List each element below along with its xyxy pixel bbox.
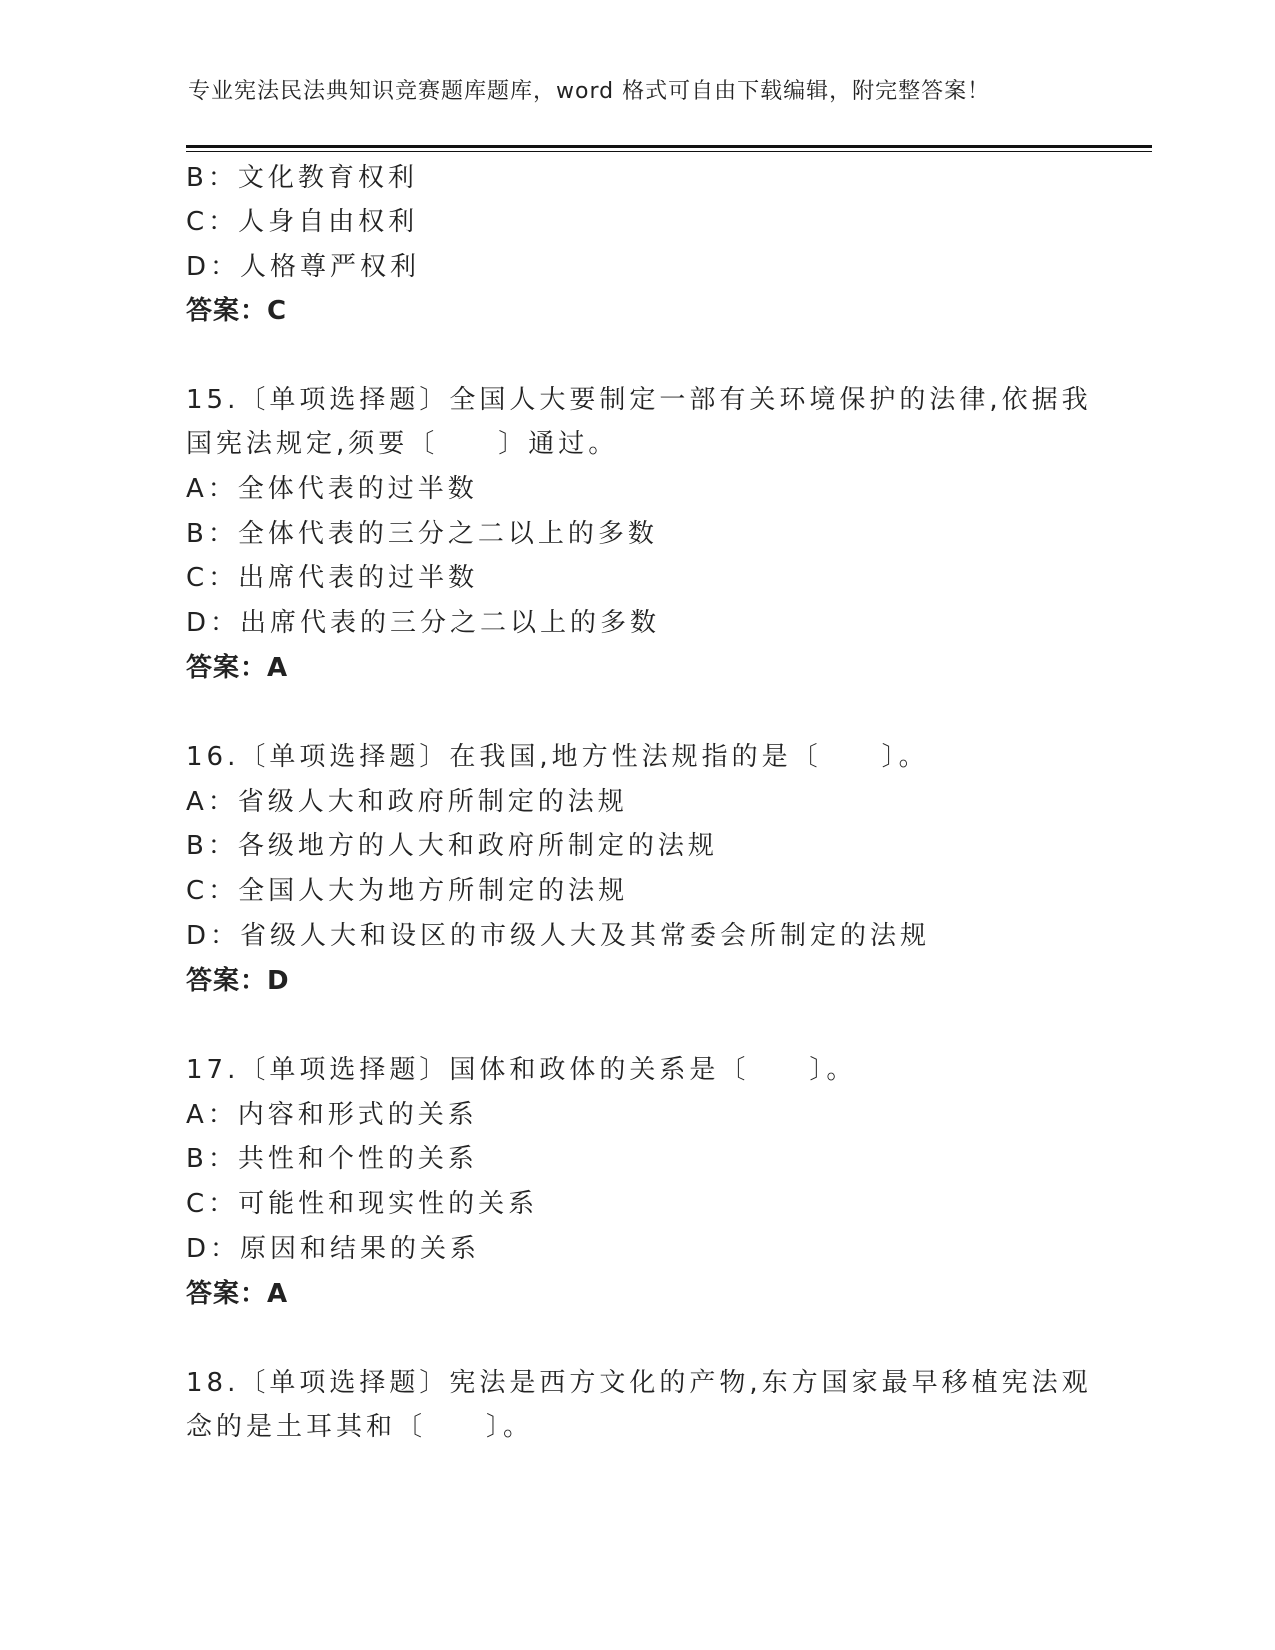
q15-option-b: B：全体代表的三分之二以上的多数 [186, 519, 658, 549]
q17-option-a: A：内容和形式的关系 [186, 1100, 478, 1130]
q16-option-b: B：各级地方的人大和政府所制定的法规 [186, 831, 718, 861]
prev-option-c: C：人身自由权利 [186, 207, 419, 237]
header-divider-thick [186, 145, 1152, 148]
q15-option-d: D：出席代表的三分之二以上的多数 [186, 608, 661, 638]
q18-stem-line1: 18.〔单项选择题〕宪法是西方文化的产物,东方国家最早移植宪法观 [186, 1368, 1092, 1398]
q17-stem-line1: 17.〔单项选择题〕国体和政体的关系是〔 〕。 [186, 1055, 857, 1085]
q17-answer: 答案：A [186, 1279, 289, 1309]
q15-stem-line1: 15.〔单项选择题〕全国人大要制定一部有关环境保护的法律,依据我 [186, 385, 1092, 415]
q16-option-d: D：省级人大和设区的市级人大及其常委会所制定的法规 [186, 921, 931, 951]
q16-answer: 答案：D [186, 966, 290, 996]
q15-option-a: A：全体代表的过半数 [186, 474, 478, 504]
header-divider-thin [186, 151, 1152, 152]
q17-option-d: D：原因和结果的关系 [186, 1234, 481, 1264]
q15-option-c: C：出席代表的过半数 [186, 563, 479, 593]
q18-stem-line2: 念的是土耳其和〔 〕。 [186, 1412, 534, 1442]
prev-option-d: D：人格尊严权利 [186, 252, 421, 282]
page-header: 专业宪法民法典知识竞赛题库题库，word 格式可自由下载编辑，附完整答案！ [188, 79, 991, 104]
q15-stem-line2: 国宪法规定,须要〔 〕通过。 [186, 429, 619, 459]
q16-option-c: C：全国人大为地方所制定的法规 [186, 876, 629, 906]
q17-option-b: B：共性和个性的关系 [186, 1144, 478, 1174]
q16-stem-line1: 16.〔单项选择题〕在我国,地方性法规指的是〔 〕。 [186, 742, 929, 772]
q15-answer: 答案：A [186, 653, 289, 683]
prev-answer: 答案：C [186, 296, 288, 326]
q16-option-a: A：省级人大和政府所制定的法规 [186, 787, 628, 817]
q17-option-c: C：可能性和现实性的关系 [186, 1189, 539, 1219]
prev-option-b: B：文化教育权利 [186, 163, 418, 193]
